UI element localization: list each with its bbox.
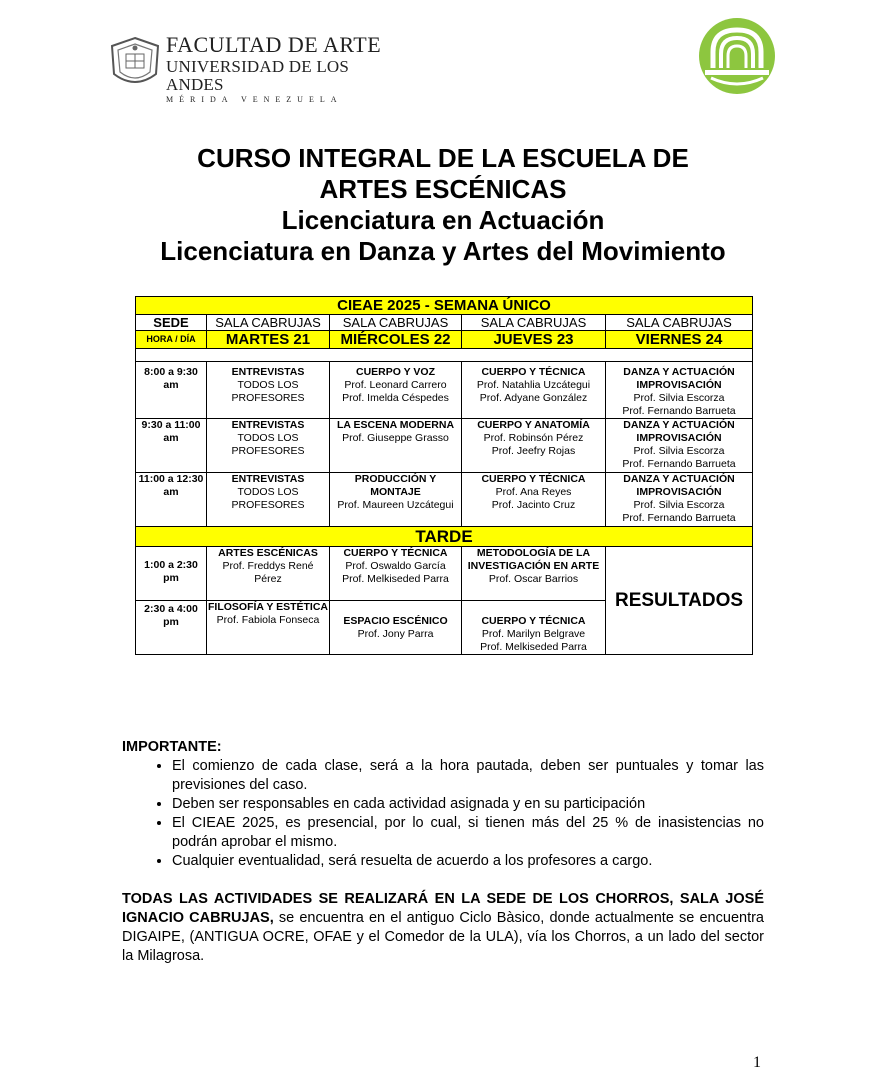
class-cell [330, 362, 462, 419]
class-cell [462, 601, 606, 655]
class-subject: LA ESCENA MODERNA [336, 419, 455, 431]
class-profs: Prof. Silvia Escorza Prof. Fernando Barrueta [622, 445, 736, 470]
university-seal-icon [108, 36, 162, 92]
class-profs: Prof. Silvia Escorza Prof. Fernando Barrueta [622, 499, 736, 524]
class-cell [330, 419, 462, 473]
class-cell [606, 362, 753, 419]
schedule-row [136, 547, 753, 601]
sede-cell: SALA CABRUJAS [330, 315, 462, 331]
class-subject: CUERPO Y TÉCNICA [343, 547, 448, 559]
day-header: MIÉRCOLES 22 [330, 331, 462, 349]
day-header: VIERNES 24 [606, 331, 753, 349]
sede-cell: SALA CABRUJAS [606, 315, 753, 331]
title-line-3: Licenciatura en Actuación [281, 205, 605, 235]
list-item: • El CIEAE 2025, es presencial, por lo cual, si tienen más del 25 % de inasistencias no podrán aprobar el mismo. [172, 814, 764, 852]
class-subject: PRODUCCIÓN Y MONTAJE [354, 473, 437, 498]
class-profs: Prof. Maureen Uzcátegui [337, 499, 454, 511]
class-cell [606, 473, 753, 527]
sede-label: SEDE [136, 315, 207, 331]
list-item: • Cualquier eventualidad, será resuelta de acuerdo a los profesores a cargo. [172, 852, 764, 871]
sede-cell: SALA CABRUJAS [207, 315, 330, 331]
title-line-2: ARTES ESCÉNICAS [319, 174, 567, 204]
class-cell [330, 473, 462, 527]
class-subject: DANZA Y ACTUACIÓN IMPROVISACIÓN [623, 419, 735, 444]
schedule-row [136, 362, 753, 419]
hora-dia-label: HORA / DÍA [136, 331, 207, 349]
class-subject: CUERPO Y TÉCNICA [481, 615, 586, 627]
class-profs: TODOS LOS PROFESORES [231, 432, 305, 457]
class-cell [207, 362, 330, 419]
schedule-heading-row [136, 297, 753, 315]
class-subject: FILOSOFÍA Y ESTÉTICA [208, 601, 328, 613]
class-profs: Prof. Fabiola Fonseca [216, 614, 320, 626]
class-cell [462, 419, 606, 473]
location-note-bold: TODAS LAS ACTIVIDADES SE REALIZARÁ EN LA SEDE DE LOS CHORROS, SALA JOSÉ IGNACIO CABRUJAS, [122, 891, 764, 926]
class-subject: ENTREVISTAS [231, 473, 305, 485]
class-profs: Prof. Natahlia Uzcátegui Prof. Adyane González [476, 379, 591, 404]
class-subject: DANZA Y ACTUACIÓN IMPROVISACIÓN [623, 366, 735, 391]
class-profs: Prof. Ana Reyes Prof. Jacinto Cruz [491, 486, 576, 511]
document-title [60, 143, 826, 267]
class-subject: METODOLOGÍA DE LA INVESTIGACIÓN EN ARTE [467, 547, 600, 572]
class-cell [207, 473, 330, 527]
schedule-table [135, 296, 753, 655]
list-item: • El comienzo de cada clase, será a la hora pautada, deben ser puntuales y tomar las previsiones del caso. [172, 757, 764, 795]
class-cell [207, 547, 330, 601]
class-profs: Prof. Oswaldo García Prof. Melkiseded Parra [342, 560, 449, 585]
tarde-row [136, 527, 753, 547]
sede-row [136, 315, 753, 331]
schedule-heading: CIEAE 2025 - SEMANA ÚNICO [136, 297, 753, 315]
class-profs: Prof. Jony Parra [357, 628, 434, 640]
class-subject: CUERPO Y TÉCNICA [481, 366, 586, 378]
important-list [122, 757, 764, 871]
class-profs: TODOS LOS PROFESORES [231, 379, 305, 404]
class-cell [330, 547, 462, 601]
university-location: MÉRIDA VENEZUELA [166, 95, 343, 104]
class-profs: Prof. Robinsón Pérez Prof. Jeefry Rojas [483, 432, 584, 457]
day-header: MARTES 21 [207, 331, 330, 349]
page-number: 1 [753, 1054, 761, 1071]
class-cell [462, 362, 606, 419]
class-subject: CUERPO Y VOZ [356, 366, 435, 378]
time-slot: 2:30 a 4:00 pm [136, 601, 207, 655]
schedule-row [136, 419, 753, 473]
class-cell [207, 419, 330, 473]
resultados-cell: RESULTADOS [606, 547, 753, 655]
day-header: JUEVES 23 [462, 331, 606, 349]
class-cell [462, 473, 606, 527]
class-profs: Prof. Oscar Barrios [488, 573, 579, 585]
time-slot: 8:00 a 9:30 am [136, 362, 207, 419]
title-line-1: CURSO INTEGRAL DE LA ESCUELA DE [197, 143, 689, 173]
schedule-row [136, 473, 753, 527]
class-subject: ARTES ESCÉNICAS [218, 547, 318, 559]
class-profs: Prof. Giuseppe Grasso [342, 432, 449, 444]
class-cell [462, 547, 606, 601]
important-heading: IMPORTANTE: [122, 739, 222, 755]
list-item: • Deben ser responsables en cada actividad asignada y en su participación [172, 795, 764, 814]
day-row [136, 331, 753, 349]
title-line-4: Licenciatura en Danza y Artes del Movimiento [160, 236, 726, 266]
faculty-name: FACULTAD DE ARTE [166, 32, 382, 57]
location-note-text: se encuentra en el antiguo Ciclo Bàsico, donde actualmente se encuentra DIGAIPE, (ANTIGUA OCRE, OFAE y el Comedor de la ULA), vía los Chorros, a un lado del sector la Milagrosa. [122, 910, 764, 964]
class-subject: DANZA Y ACTUACIÓN IMPROVISACIÓN [623, 473, 735, 498]
class-profs: Prof. Silvia Escorza Prof. Fernando Barrueta [622, 392, 736, 417]
class-profs: Prof. Marilyn Belgrave Prof. Melkiseded Parra [480, 628, 587, 653]
class-cell [330, 601, 462, 655]
tarde-label: TARDE [136, 527, 753, 547]
location-note [122, 890, 764, 966]
sede-cell: SALA CABRUJAS [462, 315, 606, 331]
university-name: UNIVERSIDAD DE LOS ANDES [166, 57, 350, 94]
class-profs: Prof. Freddys René Pérez [222, 560, 314, 585]
important-section [122, 738, 764, 871]
class-cell [606, 419, 753, 473]
class-subject: ENTREVISTAS [231, 366, 305, 378]
class-cell [207, 601, 330, 655]
class-subject: CUERPO Y ANATOMÍA [477, 419, 590, 431]
class-profs: Prof. Leonard Carrero Prof. Imelda Céspedes [342, 379, 449, 404]
faculty-header [108, 32, 398, 104]
class-profs: TODOS LOS PROFESORES [231, 486, 305, 511]
green-arch-logo-icon [697, 16, 777, 96]
time-slot: 1:00 a 2:30 pm [136, 547, 207, 601]
class-subject: ESPACIO ESCÉNICO [343, 615, 448, 627]
spacer-row [136, 349, 753, 362]
class-subject: CUERPO Y TÉCNICA [481, 473, 586, 485]
time-slot: 9:30 a 11:00 am [136, 419, 207, 473]
class-subject: ENTREVISTAS [231, 419, 305, 431]
time-slot: 11:00 a 12:30 am [136, 473, 207, 527]
